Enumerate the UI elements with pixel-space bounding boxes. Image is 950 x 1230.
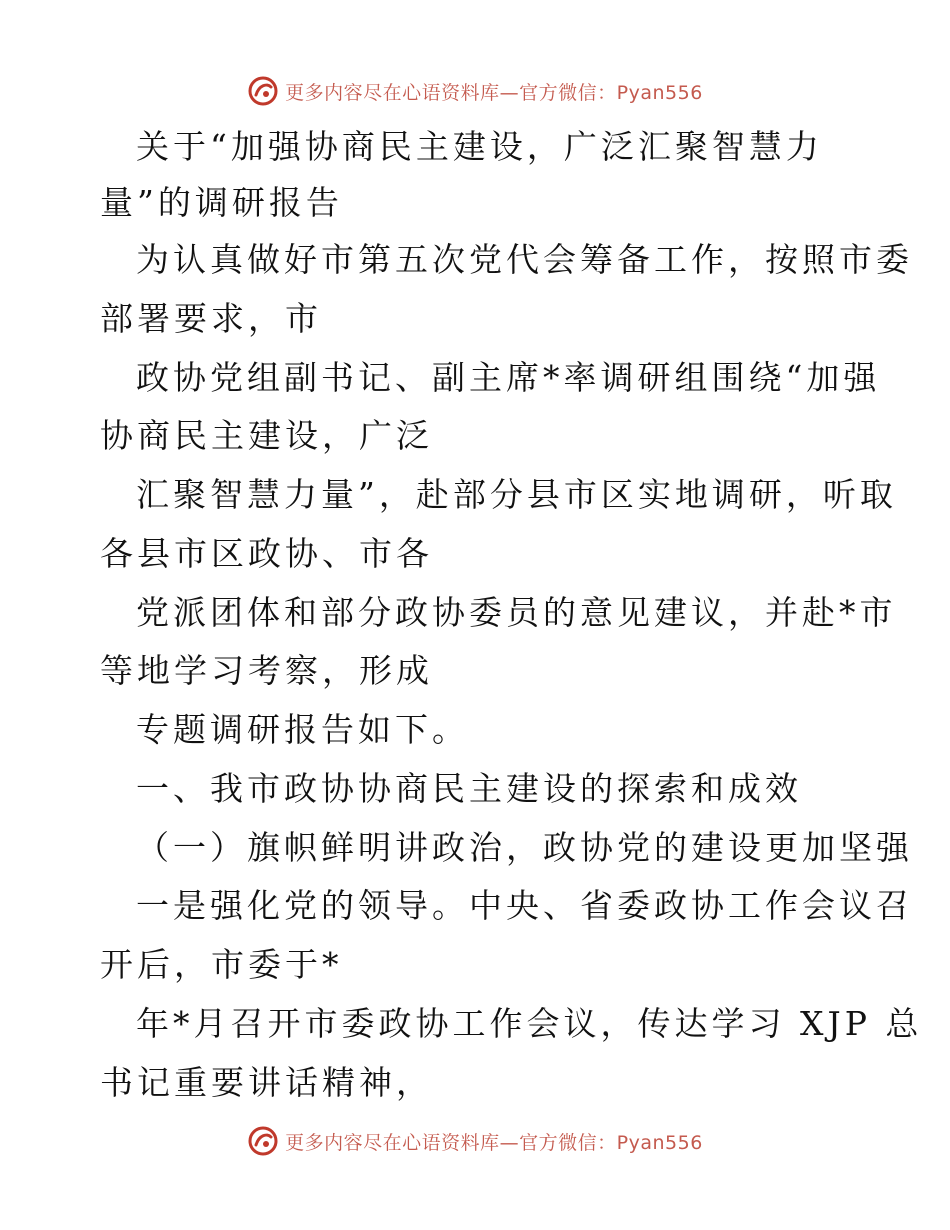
text-line: 等地学习考察，形成 [100, 651, 433, 690]
text-line: 专题调研报告如下。 [136, 710, 469, 749]
text-line: 关于“加强协商民主建设，广泛汇聚智慧力 [136, 127, 823, 166]
text-line: 年*月召开市委政协工作会议，传达学习 XJP 总 [136, 1004, 923, 1043]
text-line: 部署要求，市 [100, 299, 322, 338]
text-line: 政协党组副书记、副主席*率调研组围绕“加强 [136, 358, 881, 397]
brand-logo-icon [247, 1125, 279, 1157]
footer-watermark [0, 1121, 950, 1161]
text-line: 一、我市政协协商民主建设的探索和成效 [136, 769, 802, 808]
text-line: 协商民主建设，广泛 [100, 416, 433, 455]
header-watermark [0, 71, 950, 111]
text-line: 量”的调研报告 [100, 183, 343, 222]
text-line: 一是强化党的领导。中央、省委政协工作会议召 [136, 886, 913, 925]
text-line: （一）旗帜鲜明讲政治，政协党的建设更加坚强 [136, 828, 913, 867]
watermark-text: 更多内容尽在心语资料库—官方微信：Pyan556 [285, 1131, 703, 1154]
text-line: 为认真做好市第五次党代会筹备工作，按照市委 [136, 240, 913, 279]
text-line: 各县市区政协、市各 [100, 534, 433, 573]
text-line: 开后，市委于* [100, 945, 343, 984]
brand-logo-icon [247, 75, 279, 107]
text-line: 书记重要讲话精神， [100, 1063, 433, 1102]
text-line: 汇聚智慧力量”，赴部分县市区实地调研，听取 [136, 475, 897, 514]
watermark-text: 更多内容尽在心语资料库—官方微信：Pyan556 [285, 81, 703, 104]
text-line: 党派团体和部分政协委员的意见建议，并赴*市 [136, 593, 897, 632]
